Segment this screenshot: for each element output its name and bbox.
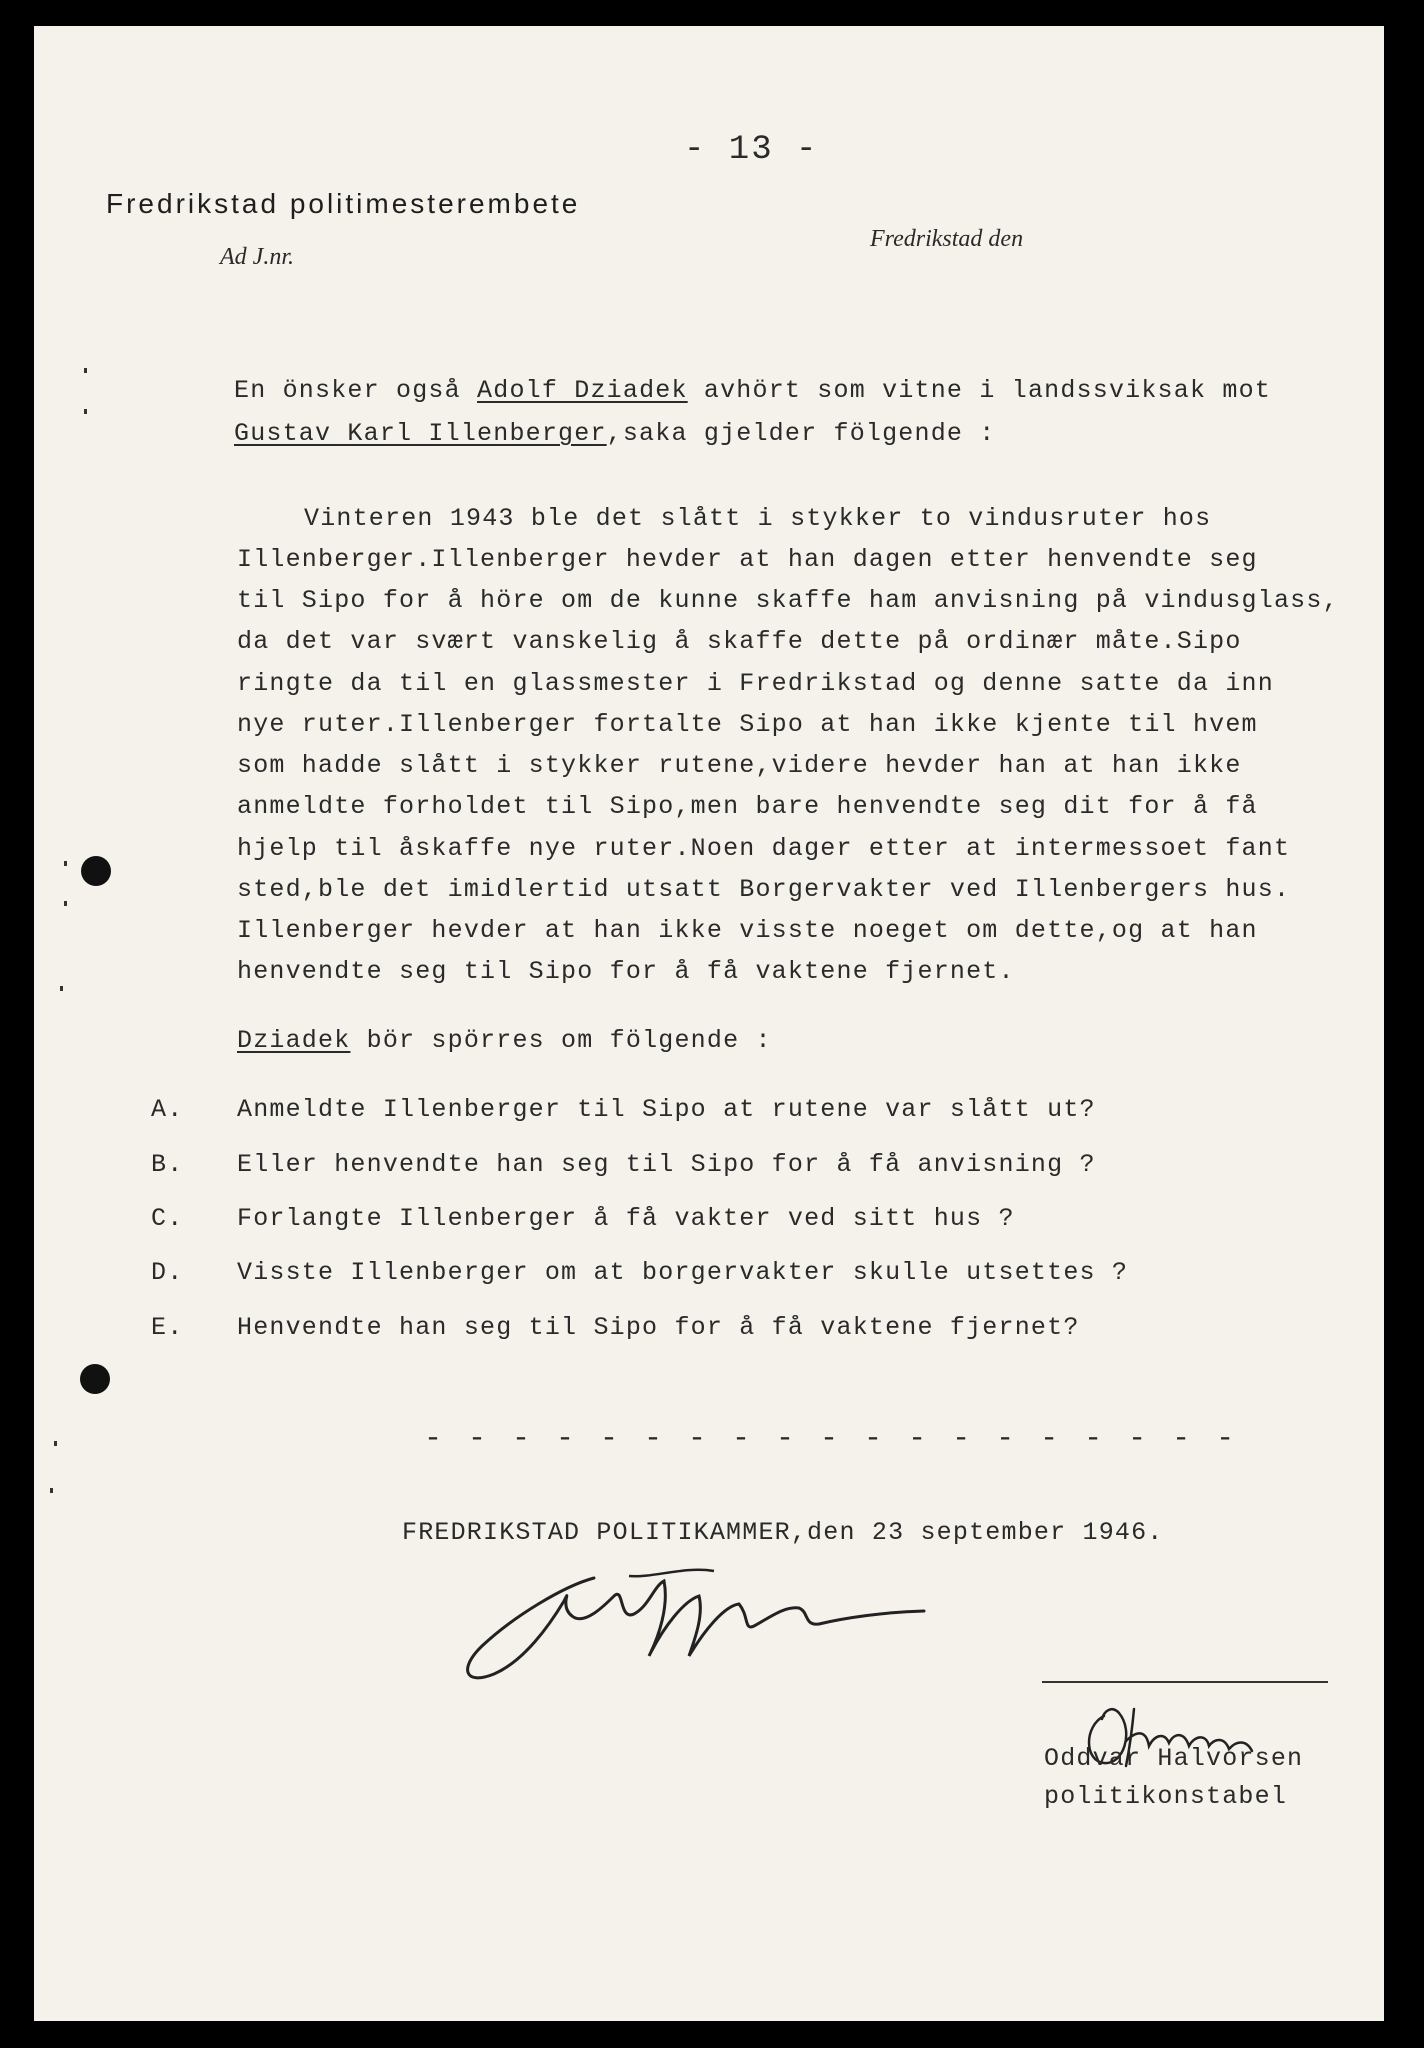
questions-intro-text: bör spörres om fölgende : — [350, 1026, 772, 1055]
body-line: sted,ble det imidlertid utsatt Borgervakter ved Illenbergers hus. — [237, 875, 1291, 904]
body-line: nye ruter.Illenberger fortalte Sipo at han ikke kjente til hvem — [237, 710, 1258, 739]
body-line: henvendte seg til Sipo for å få vaktene fjernet. — [237, 957, 1015, 986]
punch-hole — [81, 856, 111, 886]
body-line: anmeldte forholdet til Sipo,men bare henvendte seg dit for å få — [237, 792, 1258, 821]
signatory-title: politikonstabel — [1044, 1782, 1288, 1811]
signature-line — [1042, 1681, 1328, 1683]
body-line: hjelp til åskaffe nye ruter.Noen dager etter at intermessoet fant — [237, 834, 1291, 863]
paper-speck — [54, 1441, 57, 1446]
question-letter: A. — [151, 1095, 184, 1124]
body-line: da det var svært vanskelig å skaffe dette på ordinær måte.Sipo — [237, 627, 1242, 656]
question-letter: C. — [151, 1204, 184, 1233]
document-page — [34, 26, 1384, 2021]
question-letter: E. — [151, 1313, 184, 1342]
separator-dashes: - - - - - - - - - - - - - - - - - - - — [424, 1422, 1239, 1456]
closing-place-date: FREDRIKSTAD POLITIKAMMER,den 23 september 1946. — [402, 1518, 1164, 1547]
paper-speck — [50, 1488, 53, 1493]
intro-line-2 — [234, 419, 996, 448]
body-line: Illenberger hevder at han ikke visste noeget om dette,og at han — [237, 916, 1258, 945]
question-text: Visste Illenberger om at borgervakter skulle utsettes ? — [237, 1258, 1129, 1287]
body-line: som hadde slått i stykker rutene,videre hevder han at han ikke — [237, 751, 1242, 780]
office-letterhead: Fredrikstad politimesterembete — [106, 188, 581, 219]
paper-speck — [84, 409, 87, 414]
punch-hole — [80, 1364, 110, 1394]
place-date-label: Fredrikstad den — [870, 226, 1024, 252]
question-text: Henvendte han seg til Sipo for å få vaktene fjernet? — [237, 1313, 1080, 1342]
paper-speck — [84, 368, 87, 373]
questions-intro — [237, 1026, 772, 1055]
question-letter: D. — [151, 1258, 184, 1287]
body-line: Illenberger.Illenberger hevder at han dagen etter henvendte seg — [237, 545, 1258, 574]
question-text: Anmeldte Illenberger til Sipo at rutene var slått ut? — [237, 1095, 1096, 1124]
intro-text: avhört som vitne i landssviksak mot — [687, 376, 1271, 405]
signatory-name: Oddvar Halvorsen — [1044, 1744, 1304, 1773]
paper-speck — [64, 861, 67, 866]
body-line: ringte da til en glassmester i Fredrikstad og denne satte da inn — [237, 669, 1274, 698]
intro-text: En önsker også — [234, 376, 478, 405]
handwritten-signature — [454, 1546, 994, 1696]
intro-line-1 — [234, 376, 1271, 405]
paper-speck — [60, 986, 63, 991]
body-line: til Sipo for å höre om de kunne skaffe ham anvisning på vindusglass, — [237, 586, 1339, 615]
intro-text: ,saka gjelder fölgende : — [606, 419, 996, 448]
witness-name: Adolf Dziadek — [477, 376, 688, 405]
question-letter: B. — [151, 1150, 184, 1179]
body-line: Vinteren 1943 ble det slått i stykker to vindusruter hos — [304, 504, 1212, 533]
suspect-name: Gustav Karl Illenberger — [234, 419, 607, 448]
reference-label: Ad J.nr. — [220, 244, 294, 270]
paper-speck — [64, 901, 67, 906]
page-number: - 13 - — [684, 131, 819, 169]
witness-name: Dziadek — [237, 1026, 351, 1055]
question-text: Eller henvendte han seg til Sipo for å få anvisning ? — [237, 1150, 1096, 1179]
question-text: Forlangte Illenberger å få vakter ved sitt hus ? — [237, 1204, 1015, 1233]
